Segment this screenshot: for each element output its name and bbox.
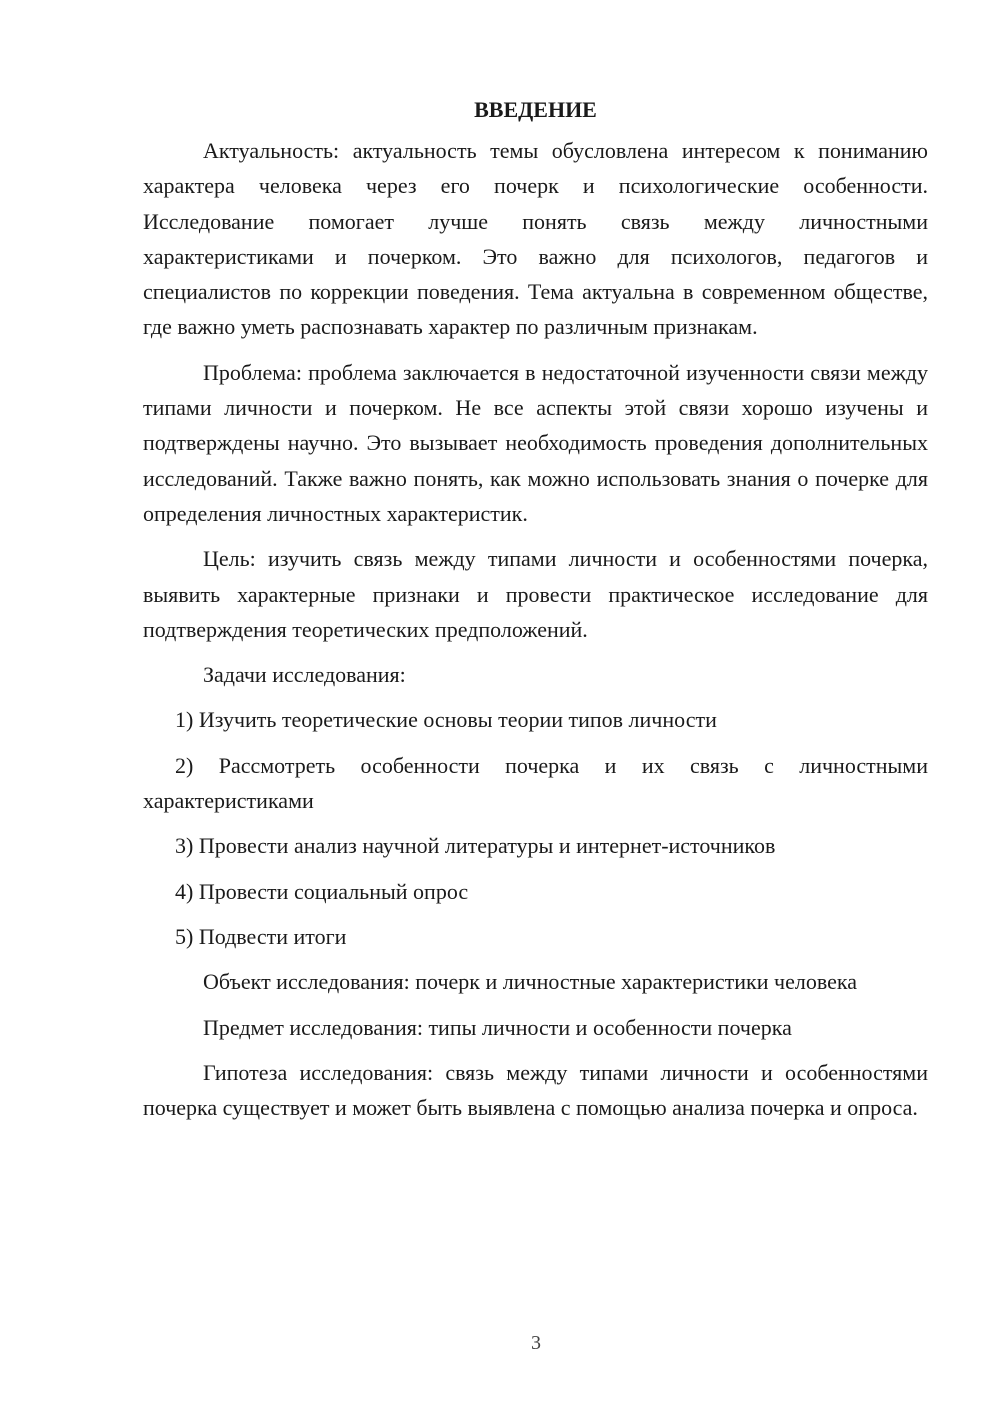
- section-heading: ВВЕДЕНИЕ: [474, 97, 597, 122]
- task-item-3: 3) Провести анализ научной литературы и интернет-источников: [175, 833, 776, 859]
- tasks-heading: Задачи исследования:: [203, 662, 406, 688]
- task-item-5: 5) Подвести итоги: [175, 923, 347, 949]
- task-item-2: 2) Рассмотреть особенности почерка и их связь с личностными характеристиками: [143, 752, 928, 814]
- goal-paragraph: Цель: изучить связь между типами личности и особенностями почерка, выявить характерные признаки и провести практическое исследование для подтверждения теоретических предположений.: [143, 546, 928, 642]
- subject-paragraph: Предмет исследования: типы личности и особенности почерка: [203, 1014, 792, 1040]
- hypothesis-paragraph: Гипотеза исследования: связь между типами личности и особенностями почерка существует и может быть выявлена с помощью анализа почерка и опроса.: [143, 1059, 928, 1121]
- object-paragraph: Объект исследования: почерк и личностные характеристики человека: [203, 969, 857, 995]
- problem-paragraph: Проблема: проблема заключается в недостаточной изученности связи между типами личности и почерком. Не все аспекты этой связи хорошо изучены и подтверждены научно. Это вызывает необходимость проведения дополнительных исследований. Также важно понять, как можно использовать знания о почерке для определения личностных характеристик.: [143, 359, 928, 526]
- page-content: [143, 92, 928, 1135]
- page-number: 3: [531, 1332, 541, 1354]
- relevance-paragraph: Актуальность: актуальность темы обусловлена интересом к пониманию характера человека через его почерк и психологические особенности. Исследование помогает лучше понять связь между личностными характеристиками и почерком. Это важно для психологов, педагогов и специалистов по коррекции поведения. Тема актуальна в современном обществе, где важно уметь распознавать характер по различным признакам.: [143, 138, 928, 340]
- task-item-1: 1) Изучить теоретические основы теории типов личности: [175, 707, 717, 733]
- task-item-4: 4) Провести социальный опрос: [175, 878, 469, 904]
